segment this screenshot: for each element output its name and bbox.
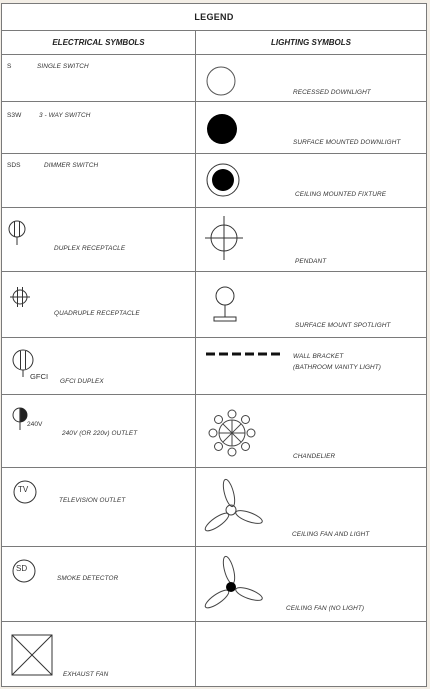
outlet-240v-icon [12, 404, 28, 432]
wall-bracket-icon [206, 351, 282, 357]
recessed-downlight-label: RECESSED DOWNLIGHT [293, 89, 371, 96]
dimmer-switch-label: DIMMER SWITCH [44, 162, 99, 169]
ceiling-fixture-icon [205, 162, 241, 198]
exhaust-fan-icon [11, 634, 53, 676]
row-divider [2, 546, 426, 547]
pendant-icon [203, 214, 245, 262]
recessed-downlight-icon [205, 65, 237, 97]
surface-spotlight-icon [210, 285, 240, 327]
row-divider [2, 467, 426, 468]
sd-symbol-text: SD [16, 564, 28, 573]
duplex-receptacle-label: DUPLEX RECEPTACLE [54, 245, 126, 252]
wall-bracket-label-line2: (BATHROOM VANITY LIGHT) [293, 364, 381, 371]
chandelier-icon [204, 405, 260, 461]
gfci-duplex-label: GFCI DUPLEX [60, 378, 104, 385]
exhaust-fan-label: EXHAUST FAN [63, 671, 109, 678]
row-divider [2, 394, 426, 395]
outlet-240v-label: 240V (OR 220v) OUTLET [62, 430, 138, 437]
row-divider [2, 101, 426, 102]
column-header-row [2, 30, 426, 55]
pendant-label: PENDANT [295, 258, 327, 265]
single-switch-code: S [7, 63, 12, 70]
row-divider [2, 337, 426, 338]
surface-spotlight-label: SURFACE MOUNT SPOTLIGHT [295, 322, 391, 329]
legend-table [1, 3, 427, 687]
row-divider [2, 621, 426, 622]
quadruple-receptacle-label: QUADRUPLE RECEPTACLE [54, 310, 140, 317]
ceiling-fan-light-label: CEILING FAN AND LIGHT [292, 531, 370, 538]
row-divider [2, 271, 426, 272]
duplex-receptacle-icon [8, 217, 26, 247]
ceiling-fan-no-light-label: CEILING FAN (NO LIGHT) [286, 605, 365, 612]
legend-title: LEGEND [2, 4, 426, 31]
chandelier-label: CHANDELIER [293, 453, 336, 460]
row-divider [2, 207, 426, 208]
ceiling-fixture-label: CEILING MOUNTED FIXTURE [295, 191, 387, 198]
tv-symbol-text: TV [18, 485, 29, 494]
single-switch-label: SINGLE SWITCH [37, 63, 89, 70]
ceiling-fan-no-light-icon [202, 553, 266, 615]
electrical-symbols-header: ELECTRICAL SYMBOLS [52, 37, 145, 47]
surface-downlight-label: SURFACE MOUNTED DOWNLIGHT [293, 139, 401, 146]
surface-downlight-icon [205, 112, 239, 146]
row-divider [2, 153, 426, 154]
column-divider [195, 30, 196, 687]
lighting-symbols-header: LIGHTING SYMBOLS [271, 37, 351, 47]
television-outlet-label: TELEVISION OUTLET [59, 497, 126, 504]
wall-bracket-label-line1: WALL BRACKET [293, 353, 344, 360]
three-way-switch-label: 3 - WAY SWITCH [39, 112, 91, 119]
quadruple-receptacle-icon [8, 285, 32, 309]
ceiling-fan-light-icon [202, 476, 266, 538]
outlet-240v-symbol-text: 240V [27, 421, 43, 428]
dimmer-switch-code: SDS [7, 162, 21, 169]
gfci-symbol-text: GFCI [30, 372, 49, 381]
smoke-detector-label: SMOKE DETECTOR [57, 575, 119, 582]
three-way-switch-code: S3W [7, 112, 22, 119]
